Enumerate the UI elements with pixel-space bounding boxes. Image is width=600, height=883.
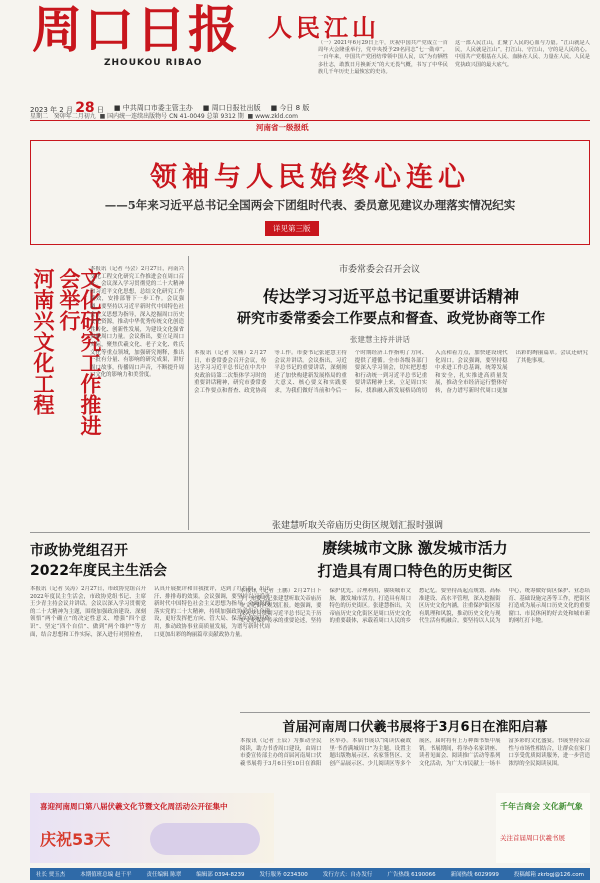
- footer-item: 广告热线 6190066: [387, 872, 436, 878]
- issue-day-unit: 日: [96, 106, 104, 114]
- section-divider: [240, 712, 590, 713]
- committee-kicker: 市委常委会召开会议: [339, 265, 421, 275]
- issue-unified-no: 国内统一连续出版物号 CN 41-0049 总第 9312 期: [107, 113, 244, 120]
- bookfair-title: 首届河南周口伏羲书展将于3月6日在淮阳启幕: [282, 720, 548, 735]
- footer-item: 责任编辑 陈翠: [146, 872, 182, 878]
- committee-byline: 张建慧主持并讲话: [350, 335, 410, 344]
- district-title-2: 打造具有周口特色的历史街区: [317, 562, 513, 580]
- newspaper-masthead: 周口日报: [32, 0, 240, 59]
- left-story-title: 文化研究工作推进会举行: [57, 268, 102, 436]
- left-story-body: 本报讯（记者 马会）2月27日，河南兴文化工程文化研究工作推进会在周口召开。会议深入学习贯彻党的二十大精神和习近平文化思想，总结文化研究工作成效，安排部署下一步工作。会议强调，要坚持以习近平新时代中国特色社会主义思想为指导，深入挖掘周口历史文化资源，推动中华优秀传统文化创造性转化、创新性发展，为建设文化强省贡献周口力量。会议指出，要立足周口实际，聚焦伏羲文化、老子文化、姓氏文化等重点领域，加强研究阐释，推出一批有分量、有影响的研究成果，讲好周口故事，传播周口声音，不断提升周口文化的影响力和美誉度。: [90, 266, 184, 379]
- footer-item: 新闻热线 6029999: [450, 872, 499, 878]
- lead-banner: [30, 140, 590, 245]
- banner-subtitle: ——5年来习近平总书记全国两会下团组时代表、委员意见建议办理落实情况纪实: [104, 198, 516, 212]
- issue-day: 28: [75, 100, 95, 116]
- footer-item: 投稿邮箱 zkrbgj@126.com: [513, 872, 584, 878]
- left-story-kicker: 河南兴文化工程: [31, 268, 55, 415]
- committee-title-1: 传达学习习近平总书记重要讲话精神: [262, 287, 519, 306]
- cppcc-body: 本报讯（记者 吴涛）2月27日，市政协党组召开2022年度民主生活会，市政协党组书记、主席王少青主持会议并讲话。会议以深入学习贯彻党的二十大精神为主题，围绕加强政治建设、深刻领悟“两个确立”的决定性意义、增强“四个意识”、坚定“四个自信”、做到“两个维护”等方面，结合思想和工作实际，深入进行对照检查，认真开展批评和自我批评，达到了红红脸、出出汗、排排毒的效果。会议强调，要坚持以习近平新时代中国特色社会主义思想为指导，全面贯彻落实党的二十大精神，持续加强政协党组自身建设，更好发挥把方向、管大局、保落实的领导作用，推动政协事业高质量发展，为谱写新时代周口更加出彩的绚丽篇章贡献政协力量。: [30, 586, 270, 638]
- column-divider: [188, 256, 189, 530]
- committee-title-2: 研究市委常委会工作要点和督查、政党协商等工作: [237, 311, 545, 327]
- header-rule: [30, 120, 590, 121]
- cppcc-title-2: 2022年度民主生活会: [30, 563, 167, 579]
- issue-org1: 中共周口市委主管主办: [122, 104, 193, 112]
- footer-item: 社长 贾玉杰: [36, 872, 66, 878]
- district-body: 本报讯（记者 王鹏）2月27日下午，市委书记张建慧听取关帝庙历史文化街区规划汇报。她强调，要深入学习贯彻习近平总书记关于历史文化保护传承的重要论述，坚持保护优先、合理利用，赓续城市文脉，激发城市活力，打造具有周口特色的历史街区。张建慧指出，关帝庙历史文化街区是周口历史文化的重要载体，承载着周口人民的乡愁记忆。要坚持高起点规划、高标准建设、高水平管理，深入挖掘街区历史文化内涵，注重保护街区原有肌理和风貌，推动历史文化与现代生活有机融合。要坚持以人民为中心，统筹做好街区保护、业态培育、基础设施完善等工作，把街区打造成为展示周口历史文化的重要窗口、市民休闲的好去处和城市新的网红打卡地。: [240, 588, 590, 625]
- banner-title: 领袖与人民始终心连心: [150, 162, 470, 193]
- district-kicker: 张建慧听取关帝庙历史街区规划汇报时强调: [272, 521, 444, 531]
- bookfair-ad-subtitle: 关注首届周口伏羲书展: [500, 834, 565, 842]
- masthead-pinyin: ZHOUKOU RIBAO: [104, 58, 203, 68]
- issue-week: 星期二: [30, 113, 49, 120]
- cppcc-title-1: 市政协党组召开: [30, 543, 128, 559]
- festival-ad-badge: 庆祝53天: [40, 830, 111, 849]
- bookfair-ad-title: 千年古商会 文化新气象: [500, 802, 583, 811]
- footer-item: 编辑部 0394-8239: [196, 872, 245, 878]
- footer-item: 发行方式：自办发行: [322, 872, 373, 878]
- issue-website: www.zkld.com: [255, 113, 299, 120]
- newspaper-level: 河南省一级报纸: [256, 123, 309, 132]
- committee-body: 本报讯（记者 吴楠）2月27日，市委常委会召开会议，传达学习习近平总书记在中共中央政治局第二次集体学习时的重要讲话精神，研究市委常委会工作要点和督查、政党协商等工作。市委书记张建慧主持会议并讲话。会议指出，习近平总书记的重要讲话，深刻阐述了加快构建新发展格局的重大意义、核心要义和实践要求，为我们做好当前和今后一个时期经济工作指明了方向、提供了遵循。全市各级各部门要深入学习领会，切实把思想和行动统一到习近平总书记重要讲话精神上来，立足周口实际，找准融入新发展格局的切入点和着力点，加快建设现代化周口。会议强调，要坚持稳中求进工作总基调，统筹发展和安全，扎实推进高质量发展，推动全市经济运行整体好转，奋力谱写新时代周口更加出彩的绚丽篇章。会议还研究了其他事项。: [194, 350, 588, 394]
- column-title: 人民江山: [268, 14, 380, 42]
- district-title-1: 赓续城市文脉 激发城市活力: [322, 539, 508, 557]
- footer-item: 发行服务 0234300: [259, 872, 308, 878]
- festival-mascot-image: [150, 823, 260, 855]
- issue-org2: 周口日报社出版: [211, 104, 261, 112]
- see-page-three-link[interactable]: 详见第三版: [265, 221, 319, 236]
- footer-item: 本期值班总编 赵干平: [80, 872, 132, 878]
- bookfair-ad[interactable]: [496, 793, 590, 863]
- issue-info: 2023 年 2 月 28 日 ■ 中共周口市委主管主办 ■ 周口日报社出版 ■ 今日 8 版: [30, 100, 310, 116]
- festival-ad[interactable]: [30, 793, 274, 863]
- issue-pages: 今日 8 版: [279, 104, 310, 112]
- top-column-2: 这一部人民江山，汇聚了人民的心血与力量。“江山就是人民，人民就是江山”，打江山、守江山，守的是人民的心。中国共产党根基在人民、血脉在人民、力量在人民。人民是党执政兴国的最大底气。: [455, 40, 590, 68]
- issue-info-2: 星期二 癸卯年二月初九 ■ 国内统一连续出版物号 CN 41-0049 总第 9312 期 ■ www.zkld.com: [30, 113, 299, 120]
- footer-bar: [30, 868, 590, 880]
- issue-lunar: 癸卯年二月初九: [53, 113, 96, 120]
- festival-ad-text: 喜迎河南周口第八届伏羲文化节暨文化周活动公开征集中: [40, 802, 228, 811]
- top-column-1: （一）2021年6月29日上午，庆祝中国共产党成立一百周年大会隆重举行，党中央授予29名同志“七一勋章”。一百年来，中国共产党团结带领中国人民，以“为有牺牲多壮志，敢教日月换新天”的大无畏气概，书写了中华民族几千年历史上最恢宏的史诗。: [318, 40, 448, 75]
- issue-year-month: 2023 年 2 月: [30, 106, 73, 114]
- section-divider: [30, 532, 590, 533]
- bookfair-body: 本报讯（记者 王辰）为推动全民阅读，助力书香周口建设，由周口市委宣传部主办的首届河南周口伏羲书展将于3月6日至10日在淮阳区举办。本届书展以“阅读伏羲故里·书香满城周口”为主题，设置主题出版物展示区、名家签售区、文创产品展示区、少儿阅读区等多个展区，届时将有上万种图书集中展销。书展期间，将举办名家讲座、读者见面会、阅读推广活动等系列文化活动，为广大市民献上一场丰富多彩的文化盛宴。书展坚持公益性与市场性相结合，让群众在家门口享受优质阅读服务，进一步营造浓厚的全民阅读氛围。: [240, 738, 590, 767]
